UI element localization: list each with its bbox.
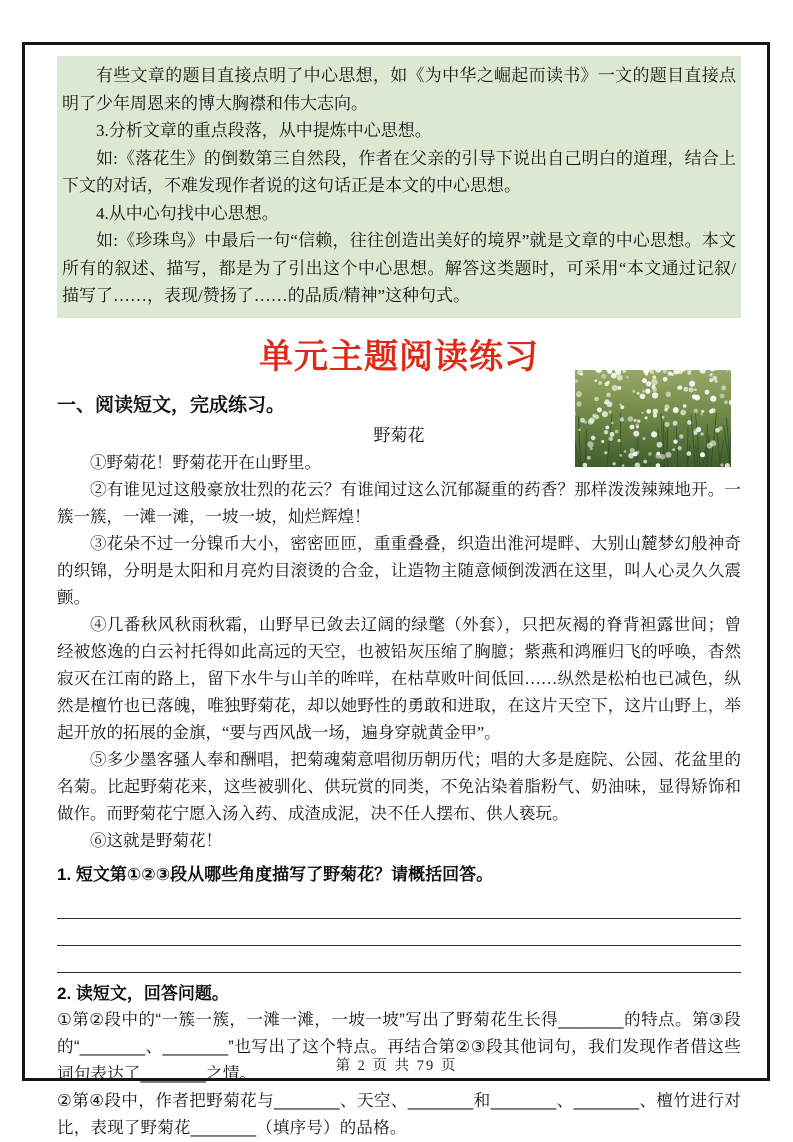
wildflower-photo xyxy=(575,370,731,467)
summary-box xyxy=(57,56,741,318)
article-paragraph: ①野菊花！野菊花开在山野里。 xyxy=(57,449,741,476)
article-paragraph: ②有谁见过这般豪放壮烈的花云？有谁闻过这么沉郁凝重的药香？那样泼泼辣辣地开。一簇一簇，一滩一滩，一坡一坡，灿烂辉煌！ xyxy=(57,476,741,530)
article-paragraph: ⑥这就是野菊花！ xyxy=(57,827,741,854)
section-heading: 一、阅读短文，完成练习。 xyxy=(57,393,741,419)
question-2: 2. 读短文，回答问题。 xyxy=(57,981,741,1007)
answer-line xyxy=(57,946,741,973)
summary-paragraph: 如:《珍珠鸟》中最后一句“信赖，往往创造出美好的境界”就是文章的中心思想。本文所有的叙述、描写，都是为了引出这个中心思想。解答这类题时，可采用“本文通过记叙/描写了……，表现/赞扬了……的品质/精神”这种句式。 xyxy=(62,227,736,310)
question-2-item: ②第④段中，作者把野菊花与_______、天空、_______和_______、_______、檀竹进行对比，表现了野菊花_______（填序号）的品格。 xyxy=(57,1088,741,1142)
article-paragraph: ⑤多少墨客骚人奉和酬唱，把菊魂菊意唱彻历朝历代；唱的大多是庭院、公园、花盆里的名菊。比起野菊花来，这些被驯化、供玩赏的同类，不免沾染着脂粉气、奶油味，显得矫饰和做作。而野菊花宁愿入汤入药、成渣成泥，决不任人摆布、供人亵玩。 xyxy=(57,746,741,827)
summary-paragraph: 3.分析文章的重点段落，从中提炼中心思想。 xyxy=(62,117,736,145)
answer-lines xyxy=(57,892,741,973)
answer-line xyxy=(57,919,741,946)
page-content xyxy=(57,56,741,1142)
wildflower-photo-svg xyxy=(575,370,731,467)
article-title: 野菊花 xyxy=(57,422,741,449)
summary-paragraph: 4.从中心句找中心思想。 xyxy=(62,200,736,228)
summary-paragraph: 如:《落花生》的倒数第三自然段，作者在父亲的引导下说出自己明白的道理，结合上下文的对话，不难发现作者说的这句话正是本文的中心思想。 xyxy=(62,145,736,200)
article-paragraph: ③花朵不过一分镍币大小，密密匝匝，重重叠叠，织造出淮河堤畔、大别山麓梦幻般神奇的织锦，分明是太阳和月亮灼目滚烫的合金，让造物主随意倾倒泼洒在这里，叫人心灵久久震颤。 xyxy=(57,530,741,611)
question-2-item: ①第②段中的“一簇一簇，一滩一滩，一坡一坡”写出了野菊花生长得_______的特点。第③段的“_______、_______”也写出了这个特点。再结合第②③段其他词句，我们发现作者借这些词句表达了_______之情。 xyxy=(57,1007,741,1088)
answer-line xyxy=(57,892,741,919)
page-title: 单元主题阅读练习 xyxy=(57,338,741,376)
article-paragraph: ④几番秋风秋雨秋霜，山野早已敛去辽阔的绿氅（外套），只把灰褐的脊背袒露世间；曾经被悠逸的白云衬托得如此高远的天空，也被铅灰压缩了胸臆；紫燕和鸿雁归飞的呼唤，杳然寂灭在江南的路上，留下水牛与山羊的哞咩，在枯草败叶间低回……纵然是松柏也已减色，纵然是檀竹也已落魄，唯独野菊花，却以她野性的勇敢和进取，在这片天空下，这片山野上，举起开放的拓展的金旗，“要与西风战一场，遍身穿就黄金甲”。 xyxy=(57,611,741,746)
page-number: 第 2 页 共 79 页 xyxy=(0,1054,793,1075)
summary-paragraph: 有些文章的题目直接点明了中心思想，如《为中华之崛起而读书》一文的题目直接点明了少年周恩来的博大胸襟和伟大志向。 xyxy=(62,62,736,117)
question-1: 1. 短文第①②③段从哪些角度描写了野菊花？请概括回答。 xyxy=(57,862,741,888)
article xyxy=(57,422,741,854)
